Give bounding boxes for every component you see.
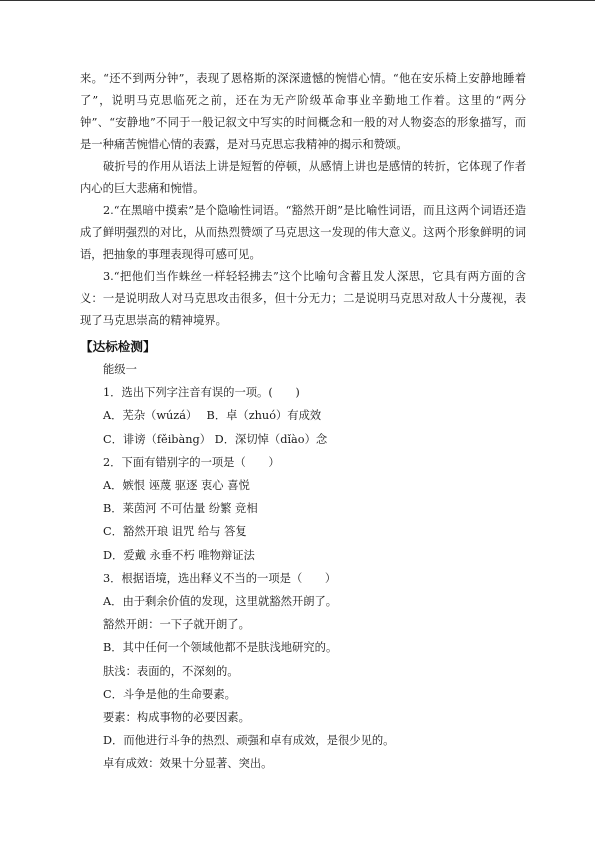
question-1-stem: 1．选出下列字注音有误的一项。( ) — [103, 386, 300, 400]
paragraph-analysis-2: 2.“在黑暗中摸索”是个隐喻性词语。“豁然开朗”是比喻性词语，而且这两个词语还造成了鲜明强烈的对比，从而热烈赞颂了马克思这一发现的伟大意义。这两个形象鲜明的词语，把抽象的事理表现得可感可见。 — [80, 204, 526, 261]
paragraph-analysis-3: 3.“把他们当作蛛丝一样轻轻拂去”这个比喻句含蓄且发人深思，它具有两方面的含义：一是说明敌人对马克思攻击很多，但十分无力；二是说明马克思对敌人十分蔑视，表现了马克思崇高的精神境界。 — [80, 270, 526, 327]
question-3-definition-a: 豁然开朗：一下子就开朗了。 — [103, 618, 250, 632]
question-2-stem: 2．下面有错别字的一项是（ ） — [103, 455, 280, 469]
level-label: 能级一 — [103, 363, 137, 376]
page-top-rule — [0, 0, 595, 1]
paragraph-analysis-1: 来。“还不到两分钟”，表现了恩格斯的深深遗憾的惋惜心情。“他在安乐椅上安静地睡着了”，说明马克思临死之前，还在为无产阶级革命事业辛勤地工作着。这里的“两分钟”、“安静地”不同于一般记叙文中写实的时间概念和一般的对人物姿态的形象描写，而是一种痛苦惋惜心情的表露，是对马克思忘我精神的揭示和赞颂。 — [80, 72, 526, 151]
question-2-option-a: A．嫉恨 诬蔑 驱逐 衷心 喜悦 — [103, 479, 250, 493]
question-3-option-c: C．斗争是他的生命要素。 — [103, 687, 236, 701]
question-3-definition-d: 卓有成效：效果十分显著、突出。 — [103, 757, 273, 771]
section-title: 【达标检测】 — [80, 339, 156, 354]
question-2-option-c: C．豁然开琅 诅咒 给与 答复 — [103, 525, 247, 539]
question-3-definition-c: 要素：构成事物的必要因素。 — [103, 711, 250, 725]
question-3-definition-b: 肤浅：表面的，不深刻的。 — [103, 664, 239, 678]
question-2-option-b: B．莱茵河 不可估量 纷繁 竞相 — [103, 502, 258, 516]
question-2-option-d: D．爱戴 永垂不朽 唯物辩证法 — [103, 548, 255, 562]
question-3-stem: 3．根据语境，选出释义不当的一项是（ ） — [103, 571, 337, 585]
question-3-option-a: A．由于剩余价值的发现，这里就豁然开朗了。 — [103, 595, 338, 609]
question-1-options-cd: C．诽谤（fěibàng） D．深切悼（dǐào）念 — [103, 432, 328, 446]
question-3-option-b: B．其中任何一个领域他都不是肤浅地研究的。 — [103, 641, 338, 655]
question-1-options-ab: A．芜杂（wúzá） B．卓（zhuó）有成效 — [103, 409, 322, 423]
document-body — [80, 68, 526, 776]
paragraph-dash-note: 破折号的作用从语法上讲是短暂的停顿，从感情上讲也是感情的转折，它体现了作者内心的巨大悲痛和惋惜。 — [80, 160, 526, 195]
question-3-option-d: D．而他进行斗争的热烈、顽强和卓有成效，是很少见的。 — [103, 734, 395, 748]
